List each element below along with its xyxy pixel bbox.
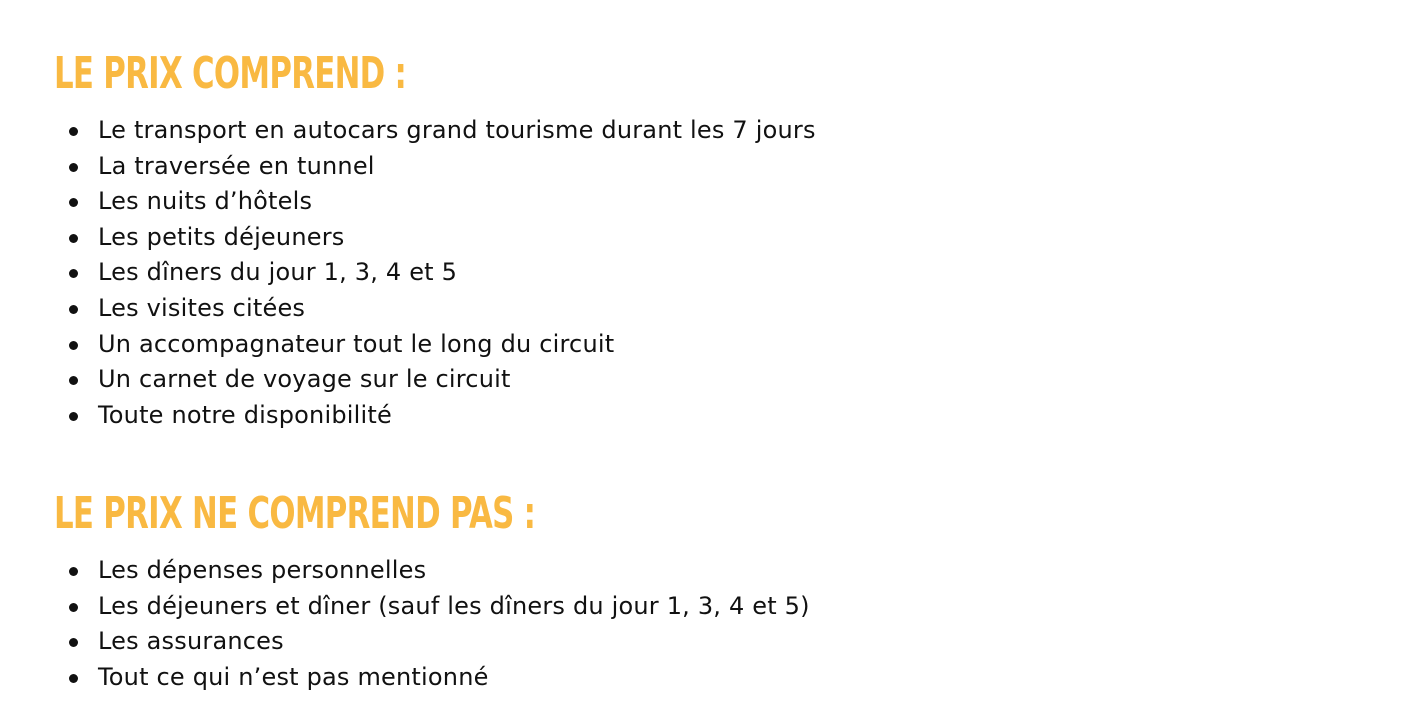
bullet-icon <box>69 638 78 647</box>
excluded-list <box>54 553 810 695</box>
list-item <box>98 291 816 327</box>
list-item <box>98 624 810 660</box>
list-item <box>98 660 810 696</box>
bullet-icon <box>69 674 78 683</box>
list-item-text: Les visites citées <box>98 293 306 322</box>
list-item-text: La traversée en tunnel <box>98 151 375 180</box>
included-list <box>54 113 816 433</box>
list-item-text: Les petits déjeuners <box>98 222 345 251</box>
list-item-text: Tout ce qui n’est pas mentionné <box>98 662 489 691</box>
list-item <box>98 362 816 398</box>
list-item <box>98 255 816 291</box>
list-item <box>98 184 816 220</box>
list-item-text: Les nuits d’hôtels <box>98 187 313 216</box>
bullet-icon <box>69 412 78 421</box>
list-item-text: Les dépenses personnelles <box>98 556 427 584</box>
list-item-text: Un carnet de voyage sur le circuit <box>98 365 511 394</box>
bullet-icon <box>69 341 78 350</box>
list-item <box>98 113 816 149</box>
bullet-icon <box>69 376 78 385</box>
bullet-icon <box>69 603 78 612</box>
list-item-text: Les déjeuners et dîner (sauf les dîners du jour 1, 3, 4 et 5) <box>98 591 810 620</box>
bullet-icon <box>69 269 78 278</box>
list-item-text: Le transport en autocars grand tourisme durant les 7 jours <box>98 116 816 144</box>
included-section-title: LE PRIX COMPREND : <box>54 48 407 99</box>
list-item <box>98 149 816 185</box>
bullet-icon <box>69 127 78 136</box>
list-item <box>98 327 816 363</box>
list-item-text: Un accompagnateur tout le long du circuit <box>98 329 615 358</box>
list-item-text: Les dîners du jour 1, 3, 4 et 5 <box>98 258 458 287</box>
bullet-icon <box>69 163 78 172</box>
list-item <box>98 589 810 625</box>
list-item <box>98 398 816 434</box>
bullet-icon <box>69 234 78 243</box>
list-item-text: Toute notre disponibilité <box>98 400 392 429</box>
list-item <box>98 220 816 256</box>
list-item <box>98 553 810 589</box>
bullet-icon <box>69 567 78 576</box>
excluded-section-title: LE PRIX NE COMPREND PAS : <box>54 488 536 539</box>
bullet-icon <box>69 305 78 314</box>
list-item-text: Les assurances <box>98 627 284 656</box>
bullet-icon <box>69 198 78 207</box>
